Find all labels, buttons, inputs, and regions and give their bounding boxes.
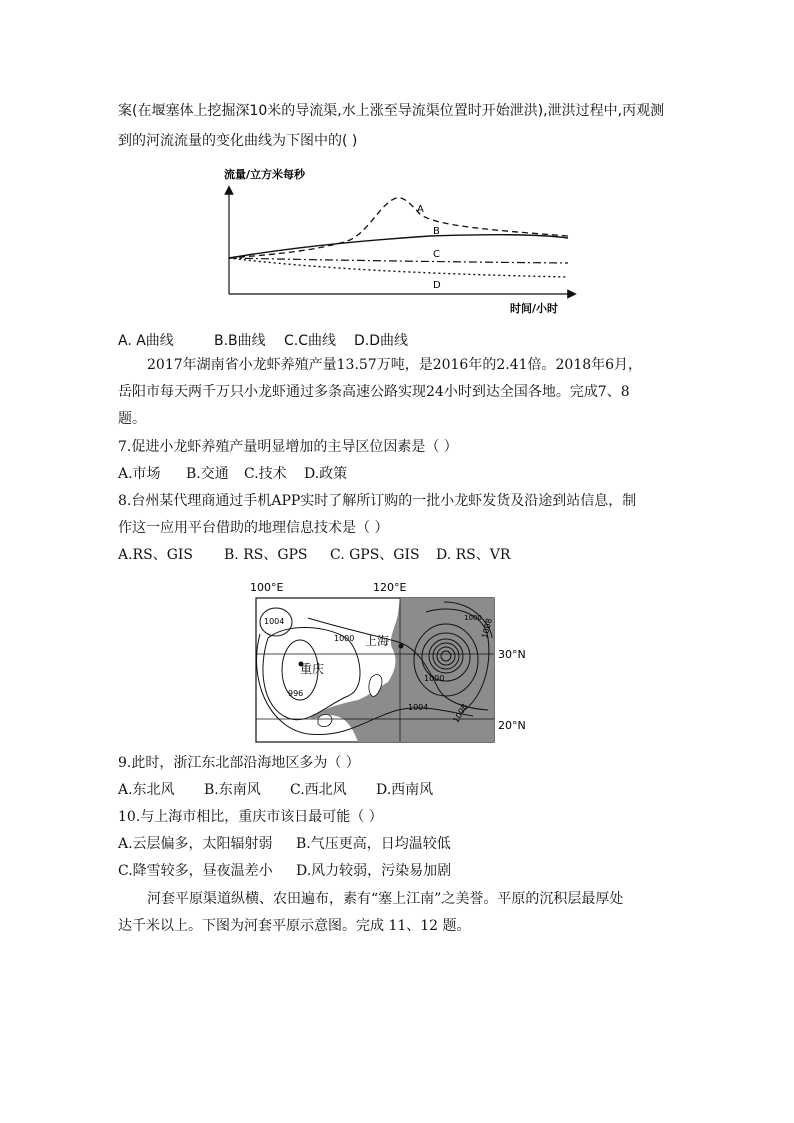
q8-option-d[interactable]: D. RS、VR xyxy=(436,547,511,563)
weather-map xyxy=(248,578,528,748)
q10-option-a[interactable]: A.云层偏多，太阳辐射弱 xyxy=(118,836,273,852)
q9-options xyxy=(118,780,433,800)
q7-option-a[interactable]: A.市场 xyxy=(118,466,161,482)
q10-options-row2 xyxy=(118,861,451,881)
q7-stem: 7.促进小龙虾养殖产量明显增加的主导区位因素是（ ） xyxy=(118,439,458,455)
q6-stem-line1: 案(在堰塞体上挖掘深10米的导流渠,水上涨至导流渠位置时开始泄洪),泄洪过程中,丙观测 xyxy=(118,103,665,119)
isobar-label-996: 996 xyxy=(288,689,304,698)
curve-d xyxy=(229,258,568,277)
curve-label-a: A xyxy=(417,204,424,215)
curve-a xyxy=(229,198,568,258)
flow-chart-xlabel: 时间/小时 xyxy=(510,302,559,315)
q9-option-b[interactable]: B.东南风 xyxy=(204,782,261,798)
q6-stem-line2: 到的河流流量的变化曲线为下图中的( ) xyxy=(118,133,358,149)
q6-option-d[interactable]: D.D曲线 xyxy=(354,333,409,349)
isobar-label-1008-s: 1008 xyxy=(451,702,470,725)
passage-hetao-line1: 河套平原渠道纵横、农田遍布，素有“塞上江南”之美誉。平原的沉积层最厚处 xyxy=(147,891,624,907)
isobar-label-1000-n: 1000 xyxy=(334,634,355,643)
lat-label-20n: 20°N xyxy=(498,719,526,732)
passage-crayfish-line2: 岳阳市每天两千万只小龙虾通过多条高速公路实现24小时到达全国各地。完成7、8 xyxy=(118,384,630,400)
passage-hetao-line2: 达千米以上。下图为河套平原示意图。完成 11、12 题。 xyxy=(118,918,471,934)
curve-b xyxy=(229,235,568,258)
q10-options-row1 xyxy=(118,834,451,854)
q10-option-c[interactable]: C.降雪较多，昼夜温差小 xyxy=(118,863,273,879)
q6-option-c[interactable]: C.C曲线 xyxy=(284,333,337,349)
isobar-label-1004-nw: 1004 xyxy=(264,617,285,626)
city-label-chongqing: 重庆 xyxy=(300,662,325,676)
q9-option-d[interactable]: D.西南风 xyxy=(376,782,434,798)
q6-options xyxy=(118,331,408,351)
q7-option-b[interactable]: B.交通 xyxy=(186,466,229,482)
q10-option-b[interactable]: B.气压更高，日均温较低 xyxy=(296,836,451,852)
flow-chart-ylabel: 流量/立方米每秒 xyxy=(224,168,306,181)
q10-stem: 10.与上海市相比，重庆市该日最可能（ ） xyxy=(118,809,383,825)
q6-option-b[interactable]: B.B曲线 xyxy=(214,333,266,349)
q8-options xyxy=(118,545,510,565)
lat-label-30n: 30°N xyxy=(498,648,526,661)
lon-label-100e: 100°E xyxy=(250,581,284,594)
curve-c xyxy=(229,258,568,263)
shanghai-marker xyxy=(399,644,404,649)
flow-chart xyxy=(220,168,580,318)
isobar-label-1008-ne: 1008 xyxy=(480,617,495,640)
lon-label-120e: 120°E xyxy=(373,581,407,594)
q10-option-d[interactable]: D.风力较弱，污染易加剧 xyxy=(296,863,452,879)
q8-option-b[interactable]: B. RS、GPS xyxy=(224,547,308,563)
q9-option-c[interactable]: C.西北风 xyxy=(290,782,347,798)
q7-option-c[interactable]: C.技术 xyxy=(244,466,287,482)
island-hainan xyxy=(318,714,332,726)
isobar-label-1004-s: 1004 xyxy=(408,703,429,712)
q8-option-c[interactable]: C. GPS、GIS xyxy=(330,547,420,563)
q7-option-d[interactable]: D.政策 xyxy=(304,466,348,482)
isobar-label-1000-ne: 1000 xyxy=(464,614,482,622)
curve-label-b: B xyxy=(433,226,440,237)
q9-stem: 9.此时，浙江东北部沿海地区多为（ ） xyxy=(118,755,360,771)
q8-stem-line1: 8.台州某代理商通过手机APP实时了解所订购的一批小龙虾发货及沿途到站信息，制 xyxy=(118,493,637,509)
q9-option-a[interactable]: A.东北风 xyxy=(118,782,175,798)
q8-stem-line2: 作这一应用平台借助的地理信息技术是（ ） xyxy=(118,520,389,536)
curve-label-d: D xyxy=(433,280,441,291)
q6-option-a[interactable]: A. A曲线 xyxy=(118,333,174,349)
map-frame xyxy=(256,598,494,742)
q8-option-a[interactable]: A.RS、GIS xyxy=(118,547,193,563)
city-label-shanghai: 上海 xyxy=(365,634,390,648)
passage-crayfish-line3: 题。 xyxy=(118,411,146,427)
isobar-label-1000-typhoon: 1000 xyxy=(424,674,445,683)
q7-options xyxy=(118,464,347,484)
passage-crayfish-line1: 2017年湖南省小龙虾养殖产量13.57万吨，是2016年的2.41倍。2018年6月， xyxy=(147,357,643,373)
curve-label-c: C xyxy=(433,249,440,260)
